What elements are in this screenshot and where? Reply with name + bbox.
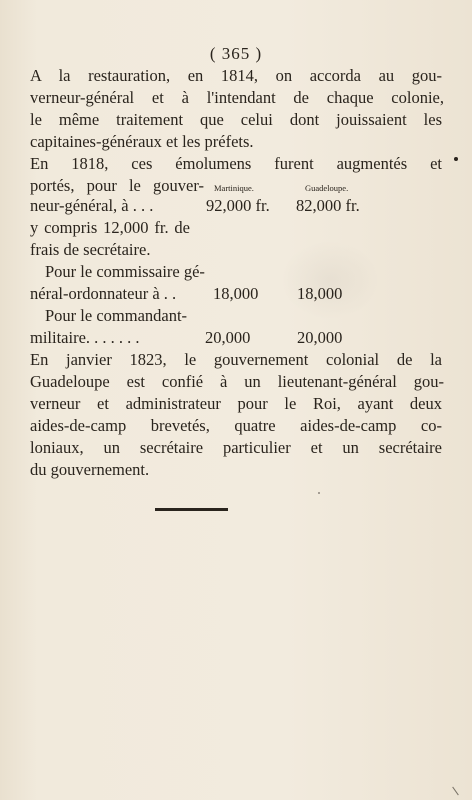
column-header-martinique: Martinique. (214, 183, 254, 193)
row-3-label-line-1: Pour le commandant- (45, 306, 188, 325)
paragraph-1-line-4: capitaines-généraux et les préfets. (30, 132, 254, 151)
row-3-martinique-value: 20,000 (205, 328, 251, 347)
row-1-label-line-1: neur-général, à . . . (30, 196, 154, 215)
row-1-guadeloupe-value: 82,000 fr. (296, 196, 360, 215)
row-1-martinique-value: 92,000 fr. (206, 196, 270, 215)
ink-speck (454, 157, 458, 161)
row-1-label-line-3: frais de secrétaire. (30, 240, 151, 259)
row-3-guadeloupe-value: 20,000 (297, 328, 343, 347)
paragraph-3-line-1: En janvier 1823, le gouvernement colonial de la (30, 350, 442, 369)
paragraph-2-line-1: En 1818, ces émolumens furent augmentés et (30, 154, 442, 173)
paragraph-2-line-2: portés, pour le gouver- (30, 176, 204, 195)
page-number: ( 365 ) (209, 44, 263, 63)
paragraph-3-line-3: verneur et administrateur pour le Roi, ayant deux (30, 394, 442, 413)
paragraph-3-line-4: aides-de-camp brevetés, quatre aides-de-camp co- (30, 416, 442, 435)
row-2-martinique-value: 18,000 (213, 284, 259, 303)
paragraph-1-line-2: verneur-général et à l'intendant de chaque colonie, (30, 88, 444, 107)
ink-bleed-through (280, 240, 380, 320)
ink-speck (452, 787, 459, 796)
row-2-guadeloupe-value: 18,000 (297, 284, 343, 303)
paragraph-3-line-6: du gouvernement. (30, 460, 150, 479)
row-1-label-line-2: y compris 12,000 fr. de (30, 218, 190, 237)
end-rule (155, 508, 228, 511)
paragraph-3-line-5: loniaux, un secrétaire particulier et un secrétaire (30, 438, 442, 457)
paragraph-1-line-3: le même traitement que celui dont jouissaient les (30, 110, 442, 129)
paragraph-3-line-2: Guadeloupe est confié à un lieutenant-général gou- (30, 372, 444, 391)
row-2-label-line-1: Pour le commissaire gé- (45, 262, 205, 281)
paragraph-1-line-1: A la restauration, en 1814, on accorda au gou- (30, 66, 442, 85)
ink-speck (318, 492, 320, 494)
row-3-label-line-2: militaire. . . . . . . (30, 328, 140, 347)
row-2-label-line-2: néral-ordonnateur à . . (30, 284, 177, 303)
column-header-guadeloupe: Guadeloupe. (305, 183, 349, 193)
